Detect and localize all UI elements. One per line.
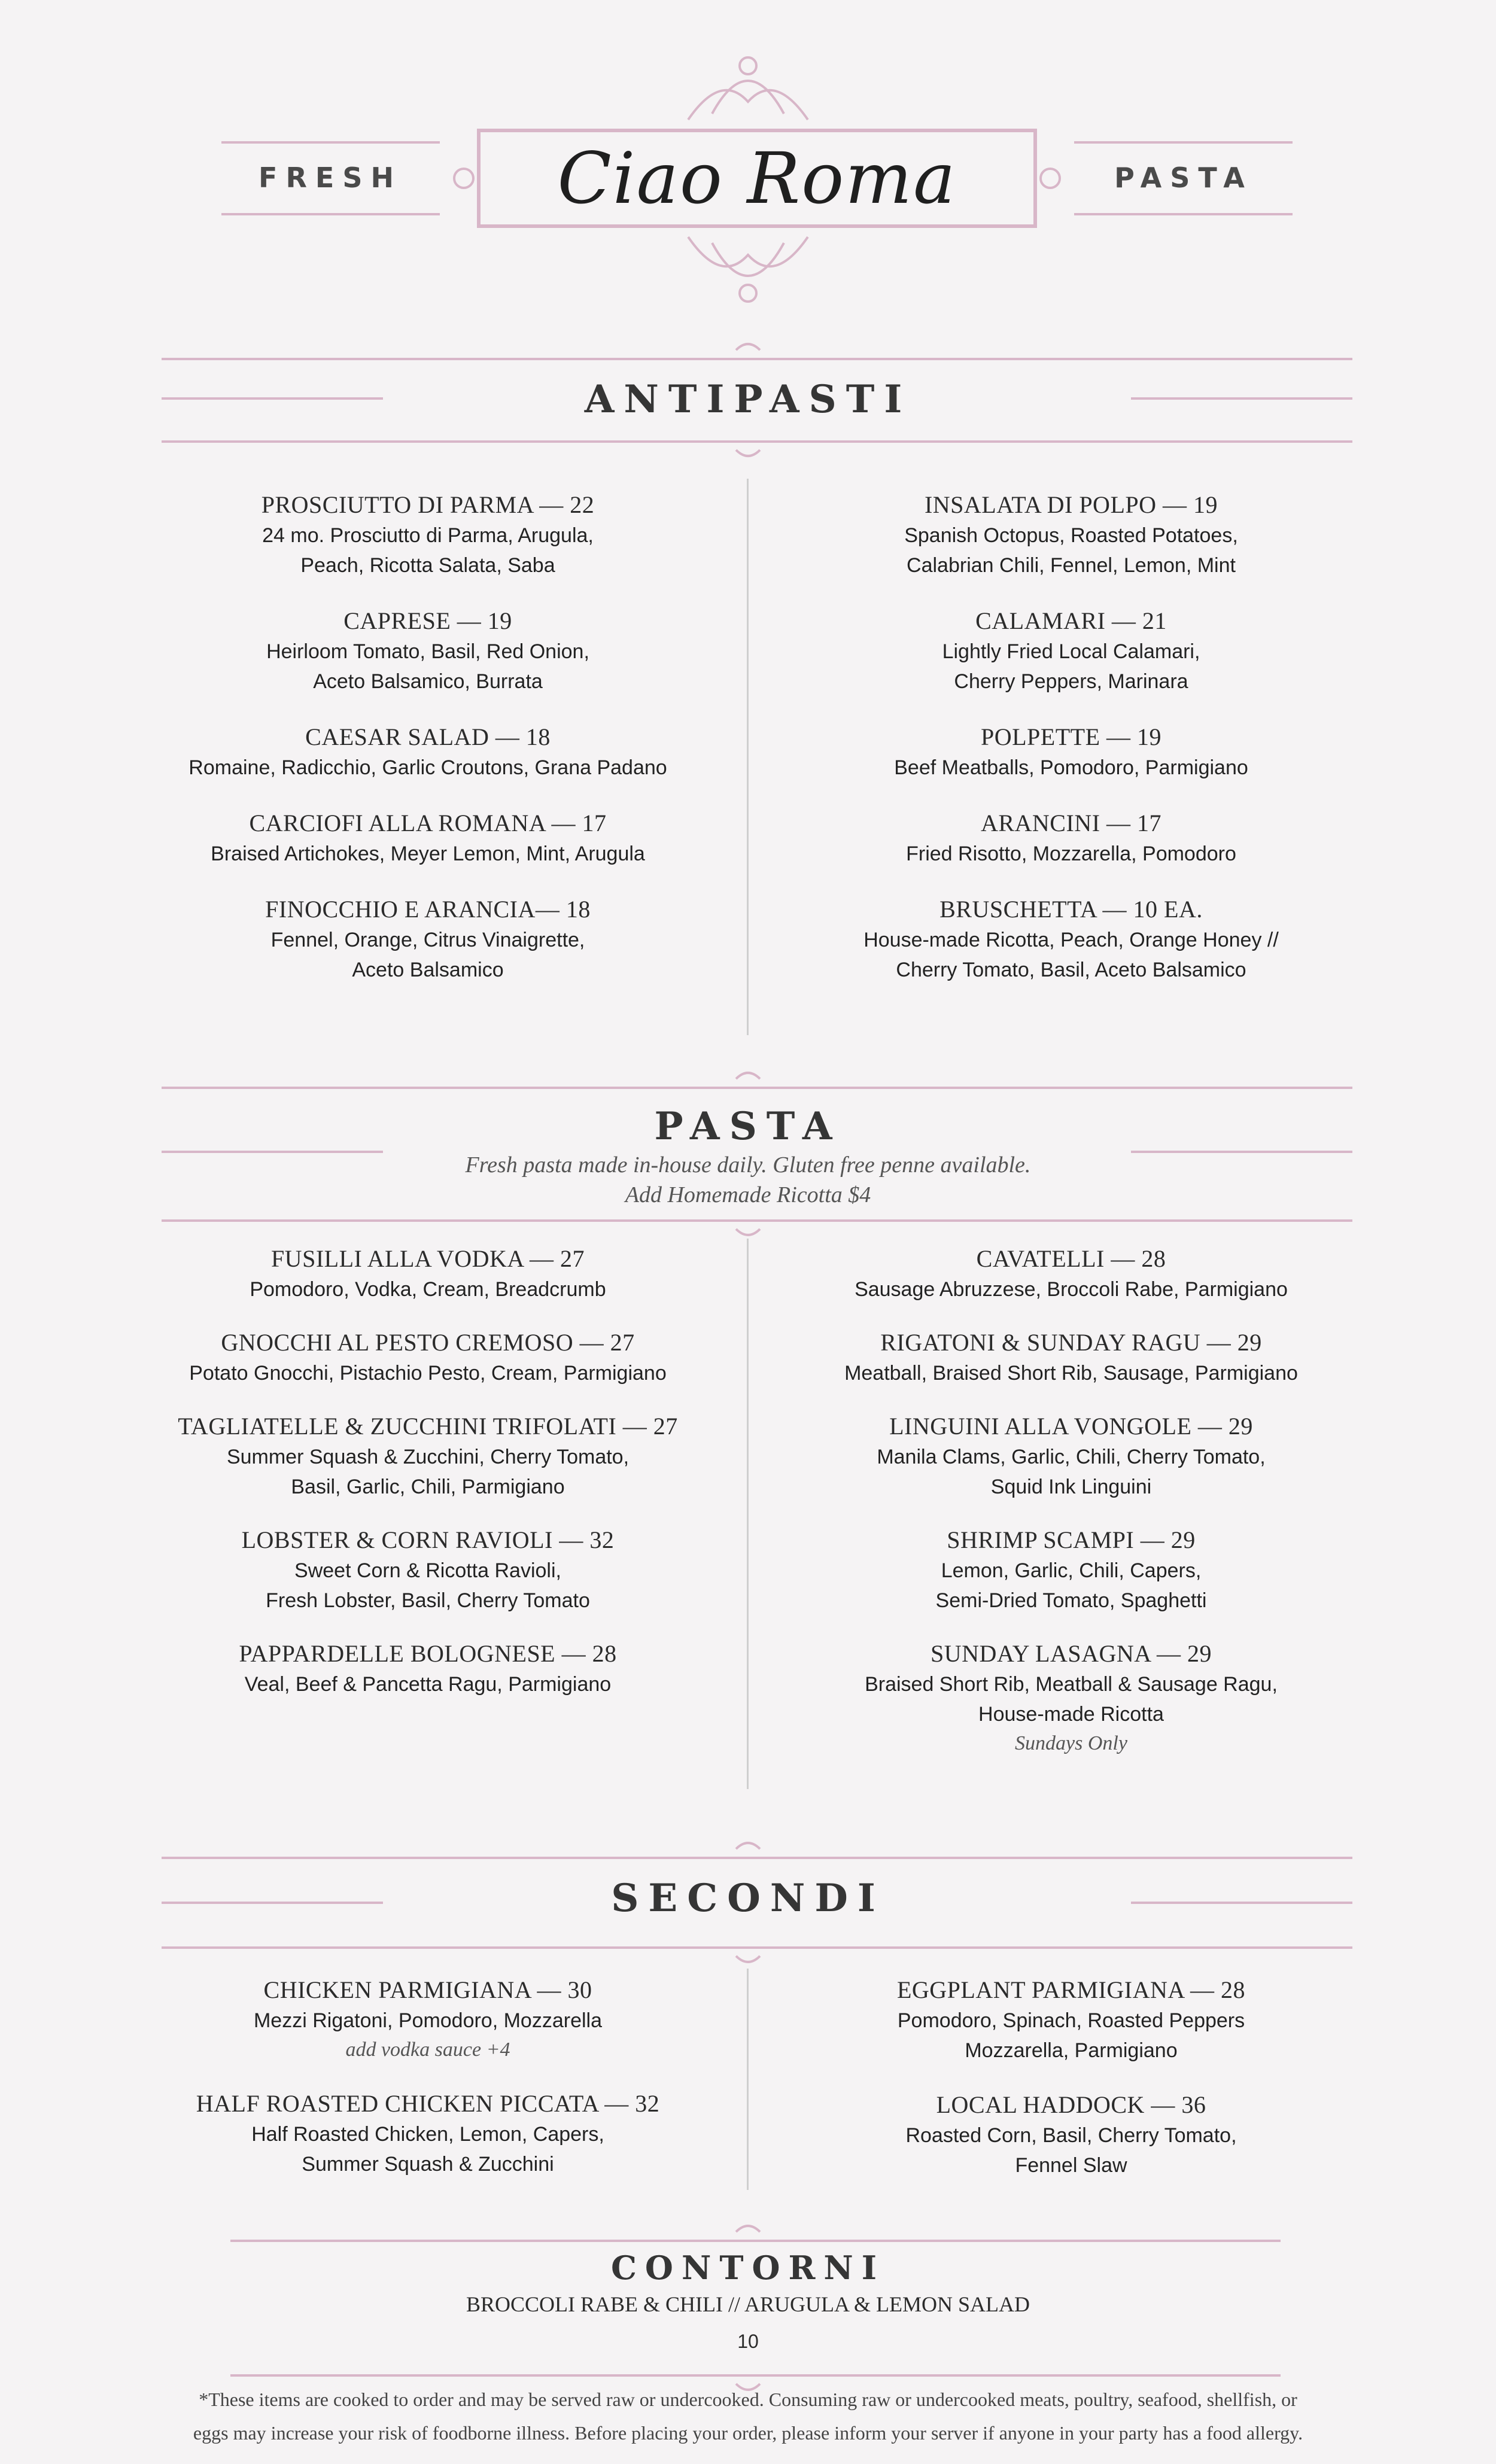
- pasta-note-gluten-free: Fresh pasta made in-house daily. Gluten free penne available.: [465, 1152, 1031, 1178]
- menu-item: [135, 1243, 721, 1304]
- menu-item: [778, 1411, 1364, 1502]
- item-name: TAGLIATELLE & ZUCCHINI TRIFOLATI — 27: [178, 1413, 678, 1440]
- disclaimer-line: *These items are cooked to order and may be served raw or undercooked. Consuming raw or undercooked meats, poultry, seafood, shellfish, or: [199, 2389, 1297, 2410]
- column-divider: [747, 479, 749, 1035]
- item-desc: Fried Risotto, Mozzarella, Pomodoro: [906, 842, 1236, 865]
- item-desc: Calabrian Chili, Fennel, Lemon, Mint: [907, 554, 1236, 577]
- item-name: LINGUINI ALLA VONGOLE — 29: [889, 1413, 1253, 1440]
- item-desc: Aceto Balsamico: [352, 959, 504, 981]
- menu-item: [778, 1975, 1364, 2065]
- item-desc: Braised Short Rib, Meatball & Sausage Ragu,: [865, 1673, 1278, 1696]
- item-name: FUSILLI ALLA VODKA — 27: [270, 1245, 585, 1272]
- item-name: LOCAL HADDOCK — 36: [936, 2091, 1206, 2118]
- item-desc: Summer Squash & Zucchini: [302, 2153, 554, 2176]
- menu-item: [135, 1411, 721, 1502]
- menu-item: [135, 722, 721, 783]
- menu-item: [778, 606, 1364, 696]
- item-desc: Fresh Lobster, Basil, Cherry Tomato: [266, 1589, 590, 1612]
- section-title-pasta: PASTA: [654, 1104, 842, 1149]
- pasta-left-column: [135, 1243, 721, 1699]
- item-name: ARANCINI — 17: [980, 810, 1162, 836]
- secondi-right-column: [778, 1975, 1364, 2180]
- item-desc: Heirloom Tomato, Basil, Red Onion,: [266, 640, 589, 663]
- item-name: RIGATONI & SUNDAY RAGU — 29: [880, 1329, 1262, 1356]
- item-desc: Sausage Abruzzese, Broccoli Rabe, Parmigiano: [855, 1278, 1288, 1301]
- item-desc: Potato Gnocchi, Pistachio Pesto, Cream, Parmigiano: [189, 1362, 667, 1385]
- menu-item: [135, 606, 721, 696]
- menu-item: [778, 1638, 1364, 1758]
- contorni-price: 10: [737, 2331, 759, 2352]
- item-note: Sundays Only: [1015, 1732, 1127, 1754]
- item-name: PAPPARDELLE BOLOGNESE — 28: [239, 1640, 617, 1667]
- item-name: CARCIOFI ALLA ROMANA — 17: [249, 810, 607, 836]
- item-name: CHICKEN PARMIGIANA — 30: [263, 1976, 592, 2003]
- item-desc: Braised Artichokes, Meyer Lemon, Mint, Arugula: [211, 842, 645, 865]
- item-desc: Beef Meatballs, Pomodoro, Parmigiano: [894, 756, 1248, 779]
- header-pasta-label: PASTA: [1114, 162, 1253, 194]
- item-desc: Squid Ink Linguini: [990, 1476, 1152, 1498]
- item-desc: Manila Clams, Garlic, Chili, Cherry Tomato,: [877, 1446, 1266, 1468]
- item-desc: Meatball, Braised Short Rib, Sausage, Parmigiano: [844, 1362, 1298, 1385]
- item-desc: Veal, Beef & Pancetta Ragu, Parmigiano: [244, 1673, 612, 1696]
- item-name: LOBSTER & CORN RAVIOLI — 32: [241, 1526, 615, 1553]
- item-name: HALF ROASTED CHICKEN PICCATA — 32: [196, 2090, 660, 2117]
- item-desc: Pomodoro, Spinach, Roasted Peppers: [897, 2009, 1245, 2032]
- menu-item: [135, 1327, 721, 1388]
- item-desc: Summer Squash & Zucchini, Cherry Tomato,: [226, 1446, 630, 1468]
- menu-item: [135, 489, 721, 580]
- item-name: SHRIMP SCAMPI — 29: [947, 1526, 1196, 1553]
- item-desc: Sweet Corn & Ricotta Ravioli,: [294, 1559, 561, 1582]
- menu-item: [135, 894, 721, 985]
- item-name: FINOCCHIO E ARANCIA— 18: [265, 896, 591, 923]
- item-desc: Cherry Tomato, Basil, Aceto Balsamico: [896, 959, 1246, 981]
- item-name: POLPETTE — 19: [980, 723, 1162, 750]
- pasta-note-ricotta: Add Homemade Ricotta $4: [625, 1182, 871, 1207]
- item-name: SUNDAY LASAGNA — 29: [931, 1640, 1212, 1667]
- item-desc: Pomodoro, Vodka, Cream, Breadcrumb: [250, 1278, 606, 1301]
- item-desc: Fennel Slaw: [1015, 2154, 1127, 2177]
- header-fresh-label: FRESH: [259, 162, 402, 194]
- menu-item: [778, 722, 1364, 783]
- item-desc: Mozzarella, Parmigiano: [965, 2039, 1178, 2062]
- menu-item: [135, 2088, 721, 2179]
- section-title-antipasti: ANTIPASTI: [584, 377, 912, 422]
- item-name: CAPRESE — 19: [343, 607, 512, 634]
- item-desc: Basil, Garlic, Chili, Parmigiano: [291, 1476, 565, 1498]
- menu-item: [778, 808, 1364, 869]
- item-name: CALAMARI — 21: [975, 607, 1167, 634]
- item-desc: House-made Ricotta, Peach, Orange Honey //: [863, 929, 1279, 951]
- section-title-secondi: SECONDI: [611, 1876, 885, 1921]
- item-name: PROSCIUTTO DI PARMA — 22: [261, 491, 595, 518]
- item-desc: Peach, Ricotta Salata, Saba: [300, 554, 555, 577]
- item-name: CAVATELLI — 28: [976, 1245, 1166, 1272]
- menu-item: [135, 1638, 721, 1699]
- item-name: BRUSCHETTA — 10 EA.: [939, 896, 1203, 923]
- disclaimer-line: eggs may increase your risk of foodborne illness. Before placing your order, please inform your server if anyone in your party has a food allergy.: [193, 2422, 1303, 2444]
- item-name: CAESAR SALAD — 18: [305, 723, 551, 750]
- menu-item: [778, 1525, 1364, 1616]
- item-name: GNOCCHI AL PESTO CREMOSO — 27: [221, 1329, 635, 1356]
- item-name: EGGPLANT PARMIGIANA — 28: [896, 1976, 1246, 2003]
- menu-item: [778, 1243, 1364, 1304]
- item-desc: Lightly Fried Local Calamari,: [942, 640, 1200, 663]
- allergy-disclaimer: [162, 2383, 1334, 2450]
- column-divider: [747, 1239, 749, 1789]
- column-divider: [747, 1969, 749, 2190]
- secondi-left-column: [135, 1975, 721, 2179]
- item-note: add vodka sauce +4: [345, 2039, 510, 2061]
- section-title-contorni: CONTORNI: [610, 2249, 886, 2287]
- item-name: INSALATA DI POLPO — 19: [924, 491, 1218, 518]
- item-desc: Spanish Octopus, Roasted Potatoes,: [904, 524, 1238, 547]
- logo: Ciao Roma: [557, 137, 957, 220]
- item-desc: Roasted Corn, Basil, Cherry Tomato,: [905, 2124, 1237, 2147]
- item-desc: Aceto Balsamico, Burrata: [313, 670, 543, 693]
- item-desc: Fennel, Orange, Citrus Vinaigrette,: [270, 929, 585, 951]
- menu-item: [778, 2089, 1364, 2180]
- pasta-right-column: [778, 1243, 1364, 1758]
- item-desc: Half Roasted Chicken, Lemon, Capers,: [251, 2123, 604, 2146]
- item-desc: Cherry Peppers, Marinara: [954, 670, 1188, 693]
- antipasti-right-column: [778, 489, 1364, 985]
- menu-item: [135, 1975, 721, 2064]
- contorni-items: BROCCOLI RABE & CHILI // ARUGULA & LEMON SALAD: [466, 2292, 1030, 2316]
- menu-item: [135, 1525, 721, 1616]
- menu-item: [135, 808, 721, 869]
- item-desc: Semi-Dried Tomato, Spaghetti: [935, 1589, 1207, 1612]
- item-desc: Mezzi Rigatoni, Pomodoro, Mozzarella: [253, 2009, 603, 2032]
- item-desc: Romaine, Radicchio, Garlic Croutons, Grana Padano: [188, 756, 667, 779]
- item-desc: House-made Ricotta: [978, 1703, 1164, 1726]
- antipasti-left-column: [135, 489, 721, 985]
- menu-item: [778, 489, 1364, 580]
- item-desc: 24 mo. Prosciutto di Parma, Arugula,: [262, 524, 594, 547]
- menu-item: [778, 1327, 1364, 1388]
- menu-item: [778, 894, 1364, 985]
- item-desc: Lemon, Garlic, Chili, Capers,: [941, 1559, 1202, 1582]
